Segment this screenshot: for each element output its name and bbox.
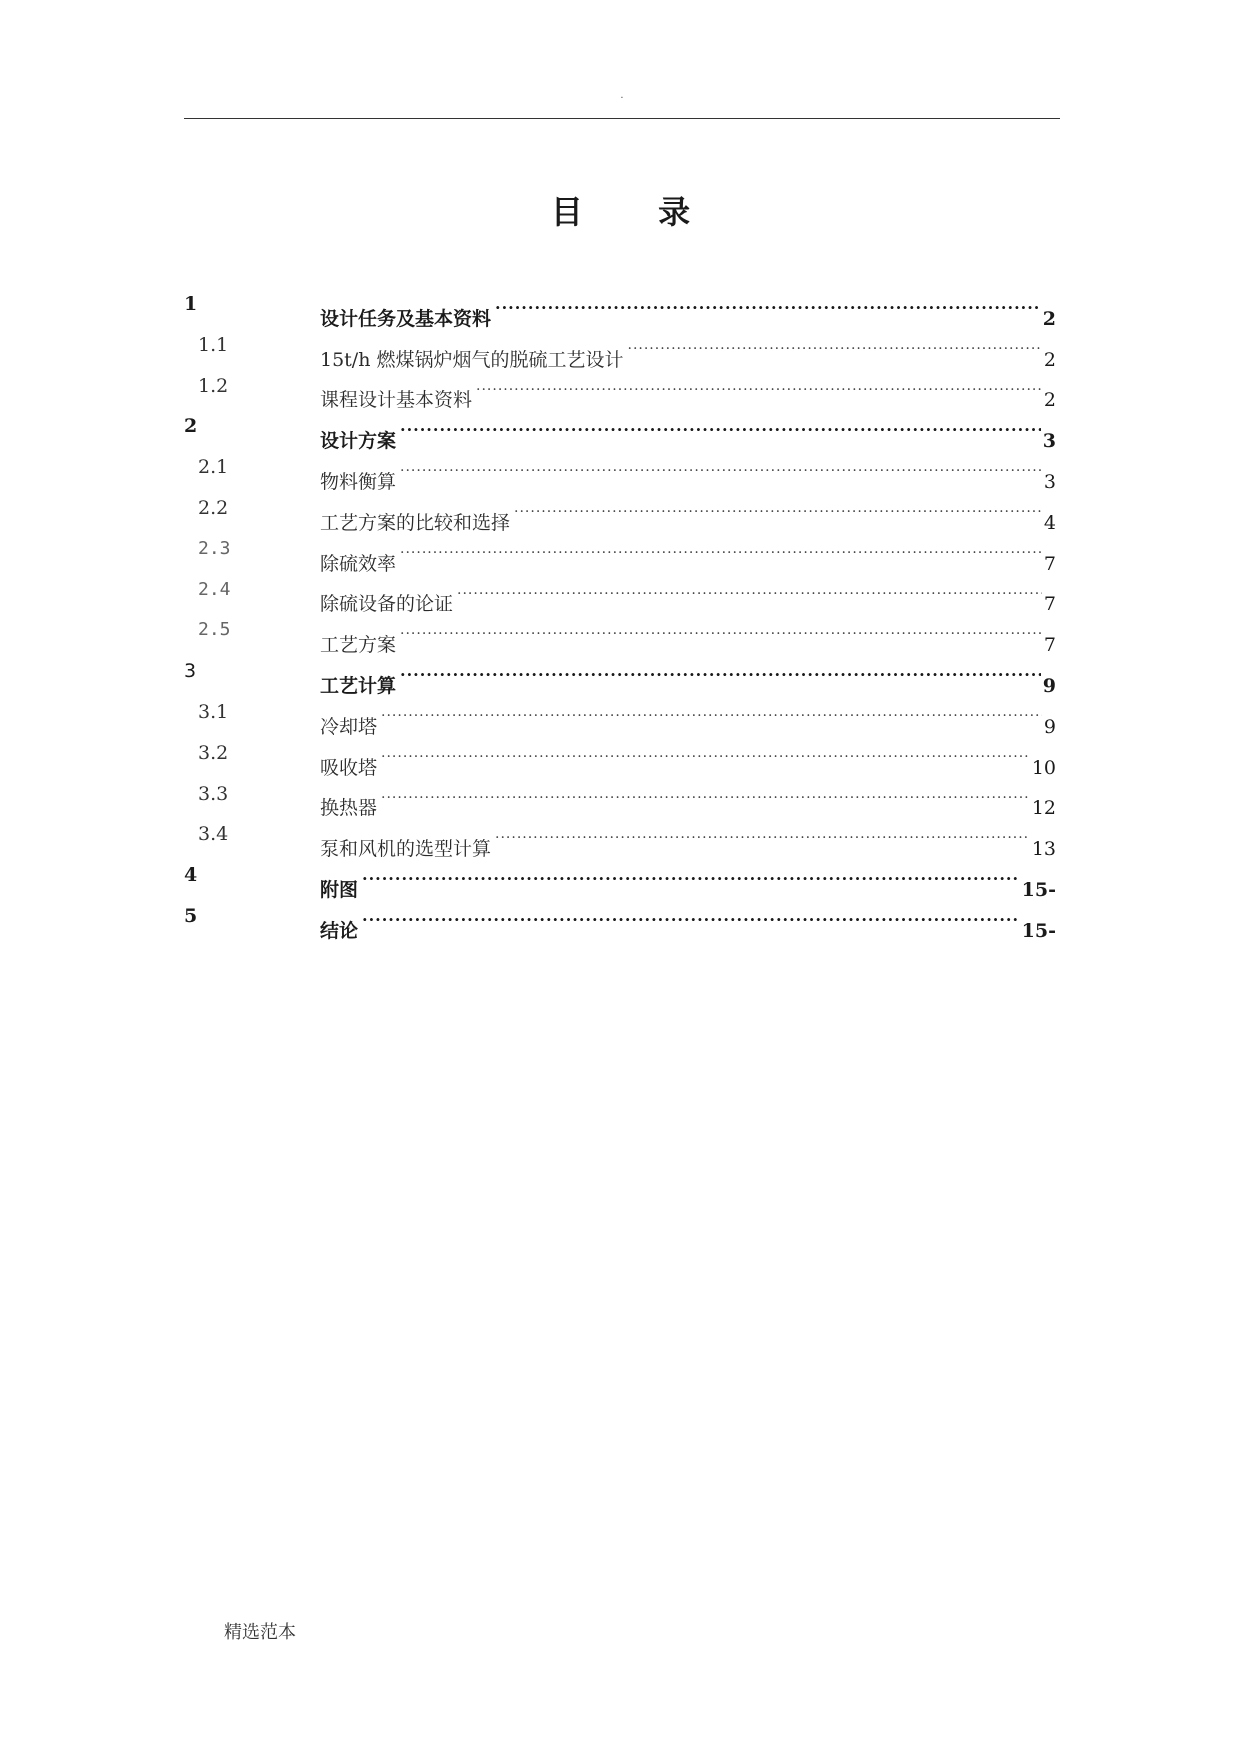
toc-entry-1[interactable] bbox=[184, 284, 1056, 330]
toc-entry-title: 设计任务及基本资料 bbox=[320, 307, 492, 330]
toc-entry-title: 工艺方案 bbox=[320, 634, 397, 657]
toc-entry-page: 2 bbox=[1042, 307, 1056, 330]
toc-entry-title: 冷却塔 bbox=[320, 715, 378, 738]
toc-entry-title: 物料衡算 bbox=[320, 470, 397, 493]
toc-entry-number: 3.4 bbox=[198, 823, 229, 846]
dot-leader bbox=[457, 570, 1042, 611]
toc-entry-title: 除硫效率 bbox=[320, 552, 397, 575]
toc-entry-2-4[interactable] bbox=[184, 570, 1056, 616]
toc-title: 目 录 bbox=[550, 193, 723, 231]
toc-entry-title: 工艺计算 bbox=[320, 674, 397, 697]
toc-entry-number: 1 bbox=[184, 293, 198, 315]
toc-entry-page: 9 bbox=[1043, 715, 1056, 738]
toc-entry-number: 1.2 bbox=[198, 374, 229, 397]
header-mark: · bbox=[620, 93, 624, 104]
toc-entry-page: 3 bbox=[1043, 470, 1056, 493]
toc-entry-1-1[interactable] bbox=[184, 325, 1056, 371]
toc-entry-1-2[interactable] bbox=[184, 366, 1056, 412]
toc-entry-number: 4 bbox=[184, 864, 198, 887]
toc-entry-number: 2.5 bbox=[198, 619, 231, 641]
toc-entry-title: 课程设计基本资料 bbox=[320, 389, 473, 412]
dot-leader bbox=[381, 774, 1030, 815]
page-header bbox=[184, 72, 1060, 119]
dot-leader bbox=[400, 610, 1042, 651]
toc-entry-page: 2 bbox=[1043, 389, 1056, 412]
toc-entry-title: 结论 bbox=[320, 919, 359, 942]
toc-entry-title: 除硫设备的论证 bbox=[320, 593, 454, 616]
toc-entry-number: 3 bbox=[184, 660, 197, 683]
toc-entry-page: 7 bbox=[1043, 552, 1056, 575]
toc-entry-page: 15- bbox=[1021, 878, 1056, 901]
dot-leader bbox=[514, 488, 1042, 529]
toc-entry-3-4[interactable] bbox=[184, 814, 1056, 861]
dot-leader bbox=[400, 447, 1042, 488]
toc-entry-number: 2.4 bbox=[198, 578, 231, 600]
toc-entry-title: 泵和风机的选型计算 bbox=[320, 838, 492, 861]
toc-entry-page: 15- bbox=[1021, 919, 1056, 942]
toc-entry-number: 3.2 bbox=[198, 741, 229, 764]
toc-entry-page: 7 bbox=[1043, 634, 1056, 657]
toc-entry-2-3[interactable] bbox=[184, 529, 1056, 575]
toc-entry-number: 3.3 bbox=[198, 782, 229, 805]
dot-leader bbox=[400, 406, 1041, 447]
dot-leader bbox=[400, 529, 1042, 570]
toc-entry-3-2[interactable] bbox=[184, 733, 1056, 779]
dot-leader bbox=[495, 284, 1041, 325]
dot-leader bbox=[400, 651, 1041, 692]
dot-leader bbox=[476, 366, 1042, 407]
table-of-contents bbox=[184, 284, 1056, 942]
toc-entry-5[interactable] bbox=[184, 896, 1056, 942]
toc-entry-2-1[interactable] bbox=[184, 447, 1056, 493]
toc-entry-4[interactable] bbox=[184, 855, 1056, 901]
toc-entry-title: 工艺方案的比较和选择 bbox=[320, 511, 511, 534]
toc-entry-number: 2.1 bbox=[198, 456, 229, 479]
toc-entry-number: 5 bbox=[184, 904, 198, 927]
toc-entry-3[interactable] bbox=[184, 651, 1056, 697]
toc-entry-2-2[interactable] bbox=[184, 488, 1056, 534]
toc-entry-number: 2.3 bbox=[198, 537, 231, 559]
toc-entry-title: 附图 bbox=[320, 878, 359, 901]
toc-entry-page: 3 bbox=[1042, 430, 1056, 453]
toc-entry-number: 3.1 bbox=[198, 700, 229, 723]
toc-entry-title: 吸收塔 bbox=[320, 756, 378, 779]
toc-entry-page: 2 bbox=[1043, 348, 1056, 371]
toc-entry-number: 1.1 bbox=[198, 333, 229, 356]
toc-entry-title: 换热器 bbox=[320, 797, 378, 820]
toc-entry-page: 7 bbox=[1043, 593, 1056, 616]
toc-entry-number: 2 bbox=[184, 415, 198, 438]
toc-entry-3-3[interactable] bbox=[184, 774, 1056, 820]
dot-leader bbox=[362, 855, 1020, 896]
dot-leader bbox=[628, 325, 1042, 366]
toc-entry-title: 设计方案 bbox=[320, 430, 397, 453]
page-footer: 精选范本 bbox=[224, 1622, 296, 1643]
dot-leader bbox=[362, 896, 1020, 937]
toc-entry-title: 15t/h 燃煤锅炉烟气的脱硫工艺设计 bbox=[320, 348, 624, 371]
dot-leader bbox=[495, 814, 1030, 855]
toc-entry-number: 2.2 bbox=[198, 496, 229, 519]
toc-entry-page: 13 bbox=[1031, 838, 1056, 861]
toc-entry-page: 12 bbox=[1031, 797, 1056, 820]
toc-entry-page: 9 bbox=[1042, 674, 1056, 697]
dot-leader bbox=[381, 733, 1030, 774]
dot-leader bbox=[381, 692, 1042, 733]
toc-entry-page: 4 bbox=[1043, 511, 1056, 534]
toc-entry-3-1[interactable] bbox=[184, 692, 1056, 738]
toc-entry-page: 10 bbox=[1031, 756, 1056, 779]
toc-entry-2[interactable] bbox=[184, 406, 1056, 453]
toc-entry-2-5[interactable] bbox=[184, 610, 1056, 657]
